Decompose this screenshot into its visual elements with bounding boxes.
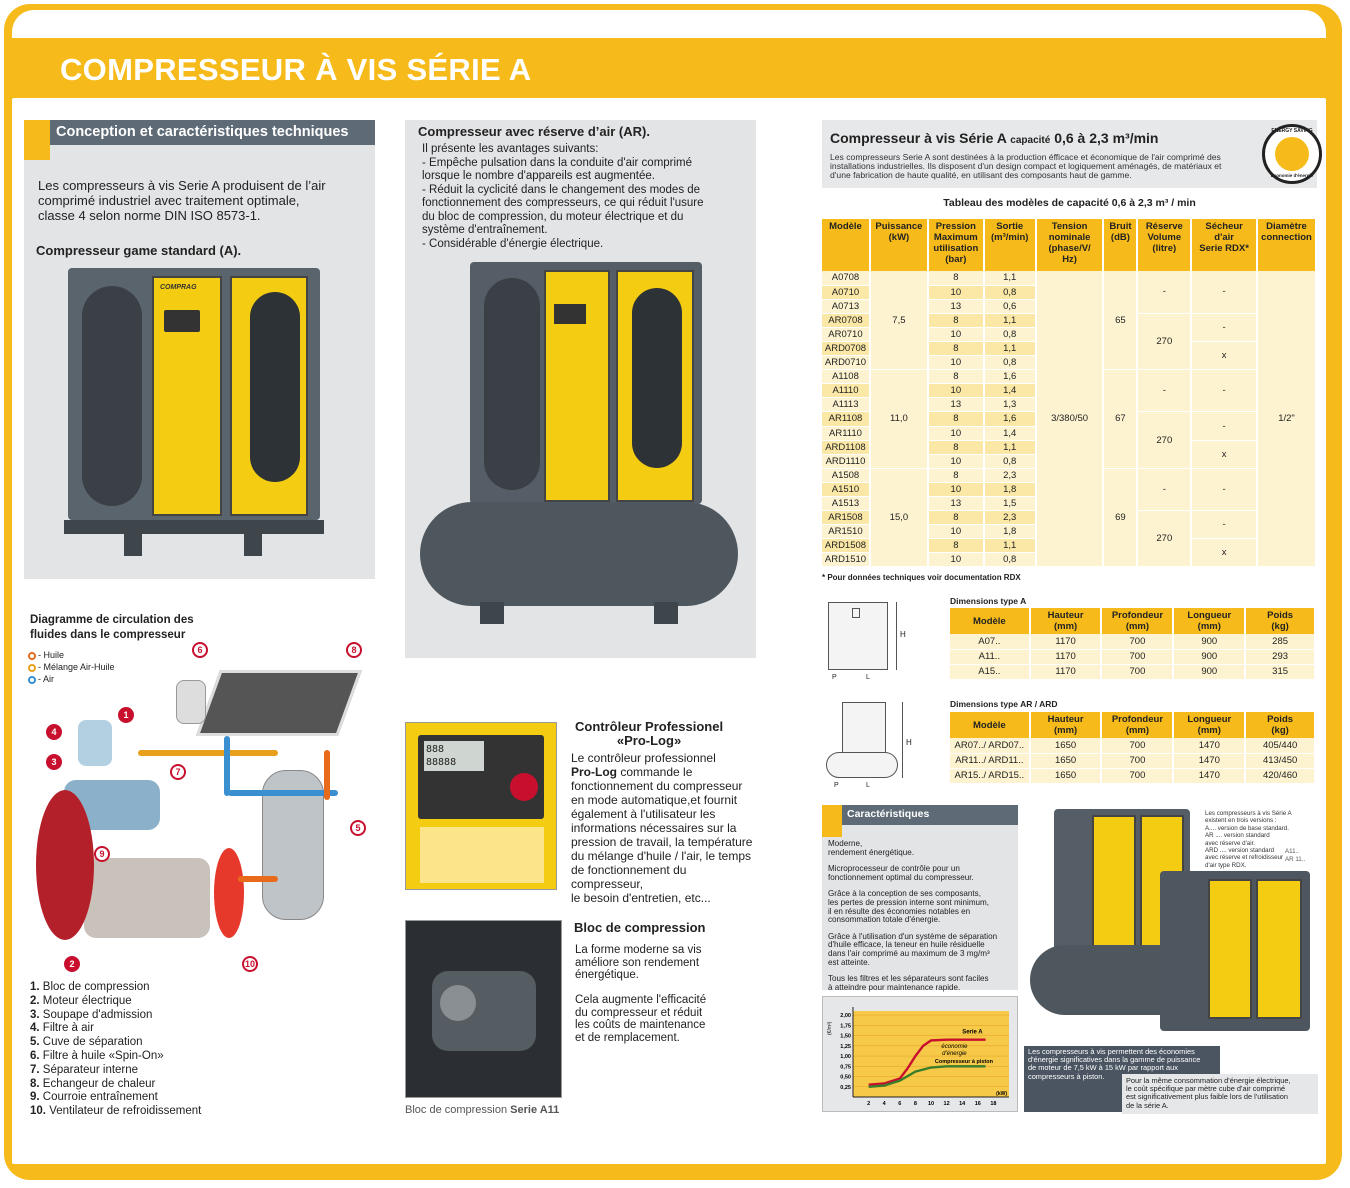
model-cell: A0708 xyxy=(822,271,870,285)
belt-pulley xyxy=(36,790,94,940)
power-cell: 7,5 xyxy=(870,271,928,370)
x-tick-label: 6 xyxy=(898,1101,902,1107)
controller-heading: Contrôleur Professionel «Pro-Log» xyxy=(575,719,724,748)
output-cell: 1,5 xyxy=(984,497,1036,511)
noise-cell: 65 xyxy=(1103,271,1137,370)
dims-cell: 1650 xyxy=(1030,753,1102,768)
feature-item: Grâce à la conception de ses composants, les pertes de pression interne sont minimum, il en résulte des économies notables en consommation totale d'énergie. xyxy=(828,889,990,925)
output-cell: 1,1 xyxy=(984,341,1036,355)
output-cell: 0,8 xyxy=(984,553,1036,567)
table-row xyxy=(950,738,1315,753)
y-tick-label: 1,75 xyxy=(840,1023,851,1030)
pressure-cell: 13 xyxy=(928,398,984,412)
dims-cell: A11.. xyxy=(950,649,1030,664)
model-cell: A1108 xyxy=(822,370,870,384)
feature-item: Grâce à l'utilisation d'un système de séparation d'huile efficace, la teneur en huile résiduelle dans l'air comprimé au maximum de 3 mg/m³ est atteinte. xyxy=(828,931,998,967)
dryer-cell: - xyxy=(1191,511,1257,539)
model-cell: A1510 xyxy=(822,482,870,496)
model-cell: ARD0710 xyxy=(822,356,870,370)
output-cell: 1,1 xyxy=(984,271,1036,285)
output-cell: 1,3 xyxy=(984,398,1036,412)
serie-text: Les compresseurs Serie A sont destinées à la production éfficace et économique de l'air comprimé des installations industrielles. Ils disposent d'un design compact et logiquement aménagés, de matériaux et d'une fabrication de haute qualité, en utilisant des composants haut de gamme. xyxy=(830,152,1222,181)
output-cell: 0,8 xyxy=(984,285,1036,299)
ar-text: Il présente les avantages suivants: - Empêche pulsation dans la conduite d'air comprimé lorsque le nombre d'appareils est augmentée. - Réduit la cyclicité dans le changement des modes de fonctionnement des compresseurs, ce qui réduit l'usure du bloc de compression, du moteur électrique et du système d'entraînement. - Considérable d'énergie électrique. xyxy=(422,143,704,250)
controller-display-2: 88888 xyxy=(426,757,457,768)
standard-label: Compresseur game standard (A). xyxy=(36,243,242,258)
output-cell: 1,6 xyxy=(984,412,1036,426)
dims-cell: 700 xyxy=(1101,738,1173,753)
feature-item: Moderne, rendement énergétique. xyxy=(828,839,914,857)
part-item: 1. Bloc de compression xyxy=(30,981,150,993)
dryer-cell: x xyxy=(1191,440,1257,468)
dims-cell: 700 xyxy=(1101,664,1173,679)
col-header: Tension nominale (phase/V/ Hz) xyxy=(1036,219,1104,271)
volume-cell: - xyxy=(1137,468,1191,510)
dryer-cell: - xyxy=(1191,468,1257,510)
model-cell: ARD1110 xyxy=(822,454,870,468)
dim-p-label: P xyxy=(832,674,837,681)
dryer-cell: x xyxy=(1191,539,1257,567)
block-caption: Bloc de compression Serie A11 xyxy=(405,1104,560,1116)
pressure-cell: 10 xyxy=(928,525,984,539)
model-cell: A1113 xyxy=(822,398,870,412)
connection-cell: 1/2" xyxy=(1257,271,1316,567)
pressure-cell: 8 xyxy=(928,313,984,327)
table-row xyxy=(950,634,1315,649)
model-cell: ARD1108 xyxy=(822,440,870,454)
x-tick-label: 14 xyxy=(959,1101,966,1107)
energy-saving-badge xyxy=(1262,124,1322,184)
feature-item: Microprocesseur de contrôle pour un fonctionnement optimal du compresseur. xyxy=(828,864,974,882)
dims-cell: 285 xyxy=(1245,634,1315,649)
output-cell: 0,8 xyxy=(984,327,1036,341)
output-cell: 1,8 xyxy=(984,482,1036,496)
callout-6: 6 xyxy=(192,642,208,658)
dims-cell: 413/450 xyxy=(1245,753,1315,768)
volume-cell: 270 xyxy=(1137,412,1191,468)
dims-ar-table: Modèle Hauteur (mm) Profondeur (mm) Longueur (mm) Poids (kg) AR07../ ARD07.. 1650 700 1470 405/440 AR11../ ARD11.. 1650 700 1470 413/450 AR15../ ARD15.. 1650 700 1470 420/460 xyxy=(950,712,1316,784)
pressure-cell: 10 xyxy=(928,356,984,370)
output-cell: 0,8 xyxy=(984,356,1036,370)
output-cell: 2,3 xyxy=(984,468,1036,482)
dryer-cell: - xyxy=(1191,313,1257,341)
dims-cell: 1650 xyxy=(1030,738,1102,753)
models-table xyxy=(822,219,1317,567)
badge-bottom-text: Economie d'énergie xyxy=(1270,173,1314,178)
dims-cell: 1170 xyxy=(1030,664,1102,679)
power-cell: 15,0 xyxy=(870,468,928,567)
model-cell: AR1110 xyxy=(822,426,870,440)
part-item: 3. Soupape d'admission xyxy=(30,1008,153,1021)
cooling-fan xyxy=(214,848,244,938)
model-cell: A1110 xyxy=(822,384,870,398)
output-cell: 1,4 xyxy=(984,384,1036,398)
economy-right-text: Pour la même consommation d'énergie électrique, le coût spécifique par mètre cube d'air comprimé est significativement plus faible lors de l'utilisation de la série A. xyxy=(1126,1076,1291,1110)
pressure-cell: 13 xyxy=(928,299,984,313)
pressure-cell: 8 xyxy=(928,440,984,454)
dryer-cell: - xyxy=(1191,412,1257,440)
col-header: Bruit (dB) xyxy=(1103,219,1137,271)
y-tick-label: 0,25 xyxy=(840,1084,851,1091)
dims-a-title: Dimensions type A xyxy=(950,596,1027,606)
series-label-serie-a: Serie A xyxy=(962,1029,983,1036)
output-cell: 1,4 xyxy=(984,426,1036,440)
legend-air-oil: - Mélange Air-Huile xyxy=(28,661,115,673)
x-tick-label: 8 xyxy=(913,1101,917,1107)
callout-8: 8 xyxy=(346,642,362,658)
output-cell: 1,8 xyxy=(984,525,1036,539)
brand-label: COMPRAG xyxy=(160,284,197,291)
part-item: 6. Filtre à huile «Spin-On» xyxy=(30,1049,164,1062)
pressure-cell: 10 xyxy=(928,454,984,468)
standard-compressor-image xyxy=(64,268,324,564)
x-axis-label: (kW) xyxy=(996,1091,1007,1097)
y-tick-label: 1,50 xyxy=(840,1033,851,1040)
col-header: Puissance (kW) xyxy=(870,219,928,271)
table-row xyxy=(950,664,1315,679)
page-title: COMPRESSEUR À VIS SÉRIE A xyxy=(60,52,532,87)
features-heading: Caractéristiques xyxy=(842,805,1018,825)
output-cell: 1,1 xyxy=(984,539,1036,553)
output-cell: 2,3 xyxy=(984,511,1036,525)
dims-cell: AR15../ ARD15.. xyxy=(950,768,1030,783)
dims-ar-title: Dimensions type AR / ARD xyxy=(950,699,1058,709)
models-footnote: * Pour données techniques voir documentation RDX xyxy=(822,573,1021,582)
controller-display-1: 888 xyxy=(426,744,445,755)
dim-p-label: P xyxy=(834,782,839,789)
controller-image xyxy=(405,722,557,890)
dims-cell: 900 xyxy=(1173,634,1245,649)
callout-2: 2 xyxy=(64,956,80,972)
dims-cell: 1650 xyxy=(1030,768,1102,783)
output-cell: 1,1 xyxy=(984,440,1036,454)
part-item: 8. Echangeur de chaleur xyxy=(30,1077,156,1090)
callout-9: 9 xyxy=(94,846,110,862)
pressure-cell: 8 xyxy=(928,539,984,553)
heading-accent xyxy=(822,805,842,837)
parts-list xyxy=(30,981,201,1119)
features-list xyxy=(828,840,1018,992)
part-item: 5. Cuve de séparation xyxy=(30,1036,143,1049)
y-axis-label: (€/m³) xyxy=(827,1021,833,1035)
y-tick-label: 1,25 xyxy=(840,1043,851,1050)
pressure-cell: 10 xyxy=(928,553,984,567)
volume-cell: - xyxy=(1137,370,1191,412)
pressure-cell: 10 xyxy=(928,426,984,440)
dims-cell: 1470 xyxy=(1173,768,1245,783)
dims-cell: 1470 xyxy=(1173,738,1245,753)
y-tick-label: 0,75 xyxy=(840,1064,851,1071)
volume-cell: 270 xyxy=(1137,511,1191,567)
heading-accent xyxy=(24,120,50,160)
dryer-cell: - xyxy=(1191,370,1257,412)
dims-cell: 700 xyxy=(1101,768,1173,783)
dims-cell: 405/440 xyxy=(1245,738,1315,753)
air-filter xyxy=(78,720,112,766)
noise-cell: 67 xyxy=(1103,370,1137,469)
pressure-cell: 10 xyxy=(928,285,984,299)
model-cell: AR0708 xyxy=(822,313,870,327)
callout-4: 4 xyxy=(46,724,62,740)
type-a-drawing xyxy=(822,594,912,684)
emergency-stop-icon xyxy=(510,773,538,801)
x-tick-label: 16 xyxy=(974,1101,981,1107)
output-cell: 0,6 xyxy=(984,299,1036,313)
output-cell: 1,1 xyxy=(984,313,1036,327)
power-cell: 11,0 xyxy=(870,370,928,469)
oil-filter xyxy=(176,680,206,724)
heat-exchanger xyxy=(196,670,362,736)
dims-cell: 1170 xyxy=(1030,649,1102,664)
pressure-cell: 8 xyxy=(928,271,984,285)
dryer-cell: - xyxy=(1191,271,1257,313)
model-cell: AR1108 xyxy=(822,412,870,426)
part-item: 7. Séparateur interne xyxy=(30,1063,139,1076)
output-cell: 0,8 xyxy=(984,454,1036,468)
noise-cell: 69 xyxy=(1103,468,1137,567)
x-tick-label: 12 xyxy=(943,1101,950,1107)
compression-block-image xyxy=(405,920,562,1098)
callout-5: 5 xyxy=(350,820,366,836)
versions-text: Les compresseurs à vis Série A existent en trois versions : A.... version de base standard. AR .... version standard avec réserve d'air. ARD .... version standard avec réserve et refroidisseur d'air type RDX. xyxy=(1205,810,1292,869)
model-cell: A0710 xyxy=(822,285,870,299)
dim-l-label: L xyxy=(866,782,870,789)
pressure-cell: 8 xyxy=(928,341,984,355)
chart-annotation: économie xyxy=(941,1043,968,1050)
legend-air: - Air xyxy=(28,673,115,685)
col-header: Diamètre connection xyxy=(1257,219,1316,271)
dims-cell: 700 xyxy=(1101,634,1173,649)
table-row xyxy=(950,753,1315,768)
cost-chart xyxy=(823,997,1019,1113)
ar-heading: Compresseur avec réserve d’air (AR). xyxy=(418,124,650,139)
dryer-cell: x xyxy=(1191,341,1257,369)
dims-cell: 420/460 xyxy=(1245,768,1315,783)
part-item: 10. Ventilateur de refroidissement xyxy=(30,1105,202,1118)
serie-heading: Compresseur à vis Série A capacité 0,6 à 2,3 m³/min xyxy=(830,130,1159,146)
callout-7: 7 xyxy=(170,764,186,780)
badge-top-text: ENERGY SAVING xyxy=(1271,128,1313,134)
dims-a-table: Modèle Hauteur (mm) Profondeur (mm) Longueur (mm) Poids (kg) A07.. 1170 700 900 285 A11.. 1170 700 900 293 A15.. 1170 700 900 315 xyxy=(950,608,1316,680)
x-tick-label: 4 xyxy=(882,1101,886,1107)
block-text: La forme moderne sa vis améliore son rendement énergétique. Cela augmente l'efficacité du compresseur et réduit les coûts de maintenance et de remplacement. xyxy=(575,944,707,1044)
model-cell: ARD1508 xyxy=(822,539,870,553)
design-intro: Les compresseurs à vis Serie A produisent de l’air comprimé industriel avec traitement optimale, classe 4 selon norme DIN ISO 8573-1. xyxy=(38,178,326,223)
tension-cell: 3/380/50 xyxy=(1036,271,1104,567)
output-cell: 1,6 xyxy=(984,370,1036,384)
models-table-caption: Tableau des modèles de capacité 0,6 à 2,3 m³ / min xyxy=(943,197,1196,209)
col-header: Modèle xyxy=(822,219,870,271)
chart-annotation: d'énergie xyxy=(942,1050,967,1057)
part-item: 2. Moteur électrique xyxy=(30,994,132,1007)
col-header: Sécheur d'air Serie RDX* xyxy=(1191,219,1257,271)
x-tick-label: 2 xyxy=(867,1101,871,1107)
dim-h-label: H xyxy=(906,738,912,747)
ar-compressor-image xyxy=(420,262,740,632)
model-cell: A0713 xyxy=(822,299,870,313)
electric-motor xyxy=(84,858,210,938)
model-cell: AR0710 xyxy=(822,327,870,341)
part-item: 4. Filtre à air xyxy=(30,1022,94,1035)
volume-cell: 270 xyxy=(1137,313,1191,369)
version-tag-ar: AR 11.. xyxy=(1285,856,1306,863)
model-cell: A1508 xyxy=(822,468,870,482)
model-cell: AR1510 xyxy=(822,525,870,539)
y-tick-label: 2,00 xyxy=(840,1013,851,1020)
model-cell: ARD1510 xyxy=(822,553,870,567)
pressure-cell: 8 xyxy=(928,370,984,384)
series-label-piston: Compresseur à piston xyxy=(934,1059,993,1066)
dims-cell: 900 xyxy=(1173,649,1245,664)
col-header: Sortie (m³/min) xyxy=(984,219,1036,271)
callout-3: 3 xyxy=(46,754,62,770)
economy-left-text: Les compresseurs à vis permettent des économies d'énergie significatives dans la gamme de puissance de moteur de 7,5 kW à 15 kW par rapport aux compresseurs à piston. xyxy=(1028,1047,1201,1081)
pressure-cell: 8 xyxy=(928,511,984,525)
design-heading: Conception et caractéristiques techniques xyxy=(50,120,375,145)
table-row xyxy=(950,768,1315,783)
type-ar-drawing xyxy=(822,698,912,792)
callout-10: 10 xyxy=(242,956,258,972)
dims-cell: AR07../ ARD07.. xyxy=(950,738,1030,753)
y-tick-label: 1,00 xyxy=(840,1054,851,1061)
callout-1: 1 xyxy=(118,707,134,723)
pressure-cell: 10 xyxy=(928,482,984,496)
cost-chart-panel xyxy=(822,996,1018,1112)
table-row xyxy=(822,271,1316,285)
table-row xyxy=(950,649,1315,664)
dims-cell: 293 xyxy=(1245,649,1315,664)
model-cell: ARD0708 xyxy=(822,341,870,355)
model-cell: A1513 xyxy=(822,497,870,511)
pressure-cell: 8 xyxy=(928,468,984,482)
col-header: Pression Maximum utilisation (bar) xyxy=(928,219,984,271)
part-item: 9. Courroie entraînement xyxy=(30,1091,158,1104)
pressure-cell: 10 xyxy=(928,327,984,341)
x-tick-label: 18 xyxy=(990,1101,997,1107)
dims-cell: A15.. xyxy=(950,664,1030,679)
diagram-title: Diagramme de circulation des fluides dans le compresseur xyxy=(30,614,194,641)
x-tick-label: 10 xyxy=(927,1101,935,1107)
dims-cell: A07.. xyxy=(950,634,1030,649)
dim-l-label: L xyxy=(866,674,870,681)
pressure-cell: 13 xyxy=(928,497,984,511)
dims-cell: AR11../ ARD11.. xyxy=(950,753,1030,768)
dim-h-label: H xyxy=(900,630,906,639)
flow-diagram xyxy=(28,640,388,970)
dims-cell: 1170 xyxy=(1030,634,1102,649)
dims-cell: 900 xyxy=(1173,664,1245,679)
y-tick-label: 0,50 xyxy=(840,1074,851,1081)
dims-cell: 1470 xyxy=(1173,753,1245,768)
pressure-cell: 8 xyxy=(928,412,984,426)
col-header: Réserve Volume (litre) xyxy=(1137,219,1191,271)
dims-cell: 700 xyxy=(1101,649,1173,664)
pressure-cell: 10 xyxy=(928,384,984,398)
feature-item: Tous les filtres et les séparateurs sont faciles à atteindre pour maintenance rapide. xyxy=(828,974,989,992)
controller-text: Le contrôleur professionnel Pro-Log commande le fonctionnement du compresseur en mode automatique,et fournit également à l'utilisateur les informations nécessaires sur la pression de travail, la température du mélange d'huile / l'air, le temps de fonctionnement du compresseur, le besoin d'entretien, etc... xyxy=(571,751,753,905)
version-tag-a: A11.. xyxy=(1285,848,1299,855)
volume-cell: - xyxy=(1137,271,1191,313)
dims-cell: 315 xyxy=(1245,664,1315,679)
model-cell: AR1508 xyxy=(822,511,870,525)
dims-cell: 700 xyxy=(1101,753,1173,768)
legend-oil: - Huile xyxy=(28,649,115,661)
block-heading: Bloc de compression xyxy=(574,920,706,935)
